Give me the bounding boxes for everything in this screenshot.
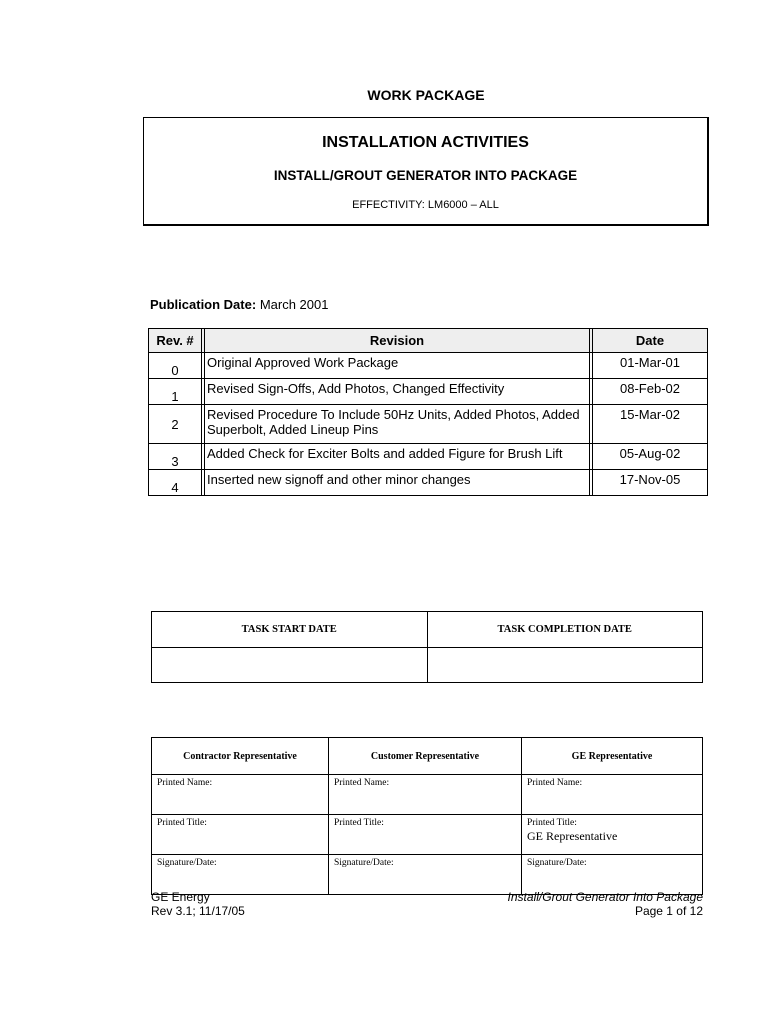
task-start-date-label: TASK START DATE bbox=[152, 612, 428, 648]
contractor-printed-name-field[interactable] bbox=[152, 775, 329, 815]
rev-number: 4 bbox=[149, 470, 202, 496]
publication-date-value: March 2001 bbox=[259, 297, 329, 312]
rev-date: 08-Feb-02 bbox=[593, 379, 708, 405]
title-box bbox=[143, 117, 709, 226]
footer-company: GE Energy bbox=[151, 890, 210, 904]
task-completion-date-field[interactable] bbox=[427, 648, 703, 683]
footer-right bbox=[508, 890, 703, 918]
field-label: Signature/Date: bbox=[157, 858, 217, 868]
rev-date: 01-Mar-01 bbox=[593, 353, 708, 379]
ge-printed-name-field[interactable] bbox=[522, 775, 703, 815]
page-title: INSTALLATION ACTIVITIES bbox=[322, 134, 529, 151]
footer-doc-title: Install/Grout Generator Into Package bbox=[507, 890, 703, 904]
field-label: Printed Name: bbox=[157, 778, 213, 788]
footer-left bbox=[151, 890, 245, 918]
rev-description: Original Approved Work Package bbox=[205, 353, 590, 379]
field-label: Printed Title: bbox=[334, 818, 384, 828]
task-start-date-field[interactable] bbox=[152, 648, 428, 683]
field-label: Printed Name: bbox=[334, 778, 390, 788]
contractor-printed-title-field[interactable] bbox=[152, 815, 329, 855]
ge-printed-title-field[interactable] bbox=[522, 815, 703, 855]
customer-printed-name-field[interactable] bbox=[329, 775, 522, 815]
col-header-date: Date bbox=[593, 329, 708, 353]
revision-table-header bbox=[149, 329, 708, 353]
customer-printed-title-field[interactable] bbox=[329, 815, 522, 855]
table-row bbox=[149, 405, 708, 444]
ge-signature-date-field[interactable] bbox=[522, 855, 703, 895]
rev-date: 17-Nov-05 bbox=[593, 470, 708, 496]
rev-number: 2 bbox=[149, 405, 202, 444]
rev-description: Revised Procedure To Include 50Hz Units, Added Photos, Added Superbolt, Added Lineup Pins bbox=[205, 405, 590, 444]
publication-date-label: Publication Date: bbox=[150, 297, 257, 312]
rev-description: Inserted new signoff and other minor changes bbox=[205, 470, 590, 496]
table-row bbox=[149, 353, 708, 379]
document-type-label: WORK PACKAGE bbox=[367, 87, 485, 103]
page-subtitle: INSTALL/GROUT GENERATOR INTO PACKAGE bbox=[273, 168, 578, 183]
table-row bbox=[149, 444, 708, 470]
table-row bbox=[149, 379, 708, 405]
field-label: Printed Title: bbox=[527, 818, 577, 828]
col-header-rev: Rev. # bbox=[149, 329, 202, 353]
signoff-table bbox=[151, 737, 703, 895]
contractor-rep-header: Contractor Representative bbox=[152, 738, 329, 775]
contractor-signature-date-field[interactable] bbox=[152, 855, 329, 895]
field-label: Signature/Date: bbox=[527, 858, 587, 868]
field-label: Signature/Date: bbox=[334, 858, 394, 868]
revision-table bbox=[148, 328, 708, 496]
effectivity-text: EFFECTIVITY: LM6000 – ALL bbox=[352, 199, 499, 211]
rev-number: 0 bbox=[149, 353, 202, 379]
col-header-revision: Revision bbox=[205, 329, 590, 353]
footer-page-number: Page 1 of 12 bbox=[634, 904, 703, 918]
ge-printed-title-value: GE Representative bbox=[527, 829, 618, 843]
footer-revision: Rev 3.1; 11/17/05 bbox=[151, 904, 245, 918]
customer-rep-header: Customer Representative bbox=[329, 738, 522, 775]
rev-description: Revised Sign-Offs, Add Photos, Changed Effectivity bbox=[205, 379, 590, 405]
rev-description: Added Check for Exciter Bolts and added Figure for Brush Lift bbox=[205, 444, 590, 470]
table-row bbox=[149, 470, 708, 496]
customer-signature-date-field[interactable] bbox=[329, 855, 522, 895]
rev-date: 15-Mar-02 bbox=[593, 405, 708, 444]
field-label: Printed Name: bbox=[527, 778, 583, 788]
task-dates-table bbox=[151, 611, 703, 683]
publication-date bbox=[150, 297, 328, 312]
field-label: Printed Title: bbox=[157, 818, 207, 828]
rev-number: 1 bbox=[149, 379, 202, 405]
rev-number: 3 bbox=[149, 444, 202, 470]
ge-rep-header: GE Representative bbox=[522, 738, 703, 775]
task-completion-date-label: TASK COMPLETION DATE bbox=[427, 612, 703, 648]
rev-date: 05-Aug-02 bbox=[593, 444, 708, 470]
